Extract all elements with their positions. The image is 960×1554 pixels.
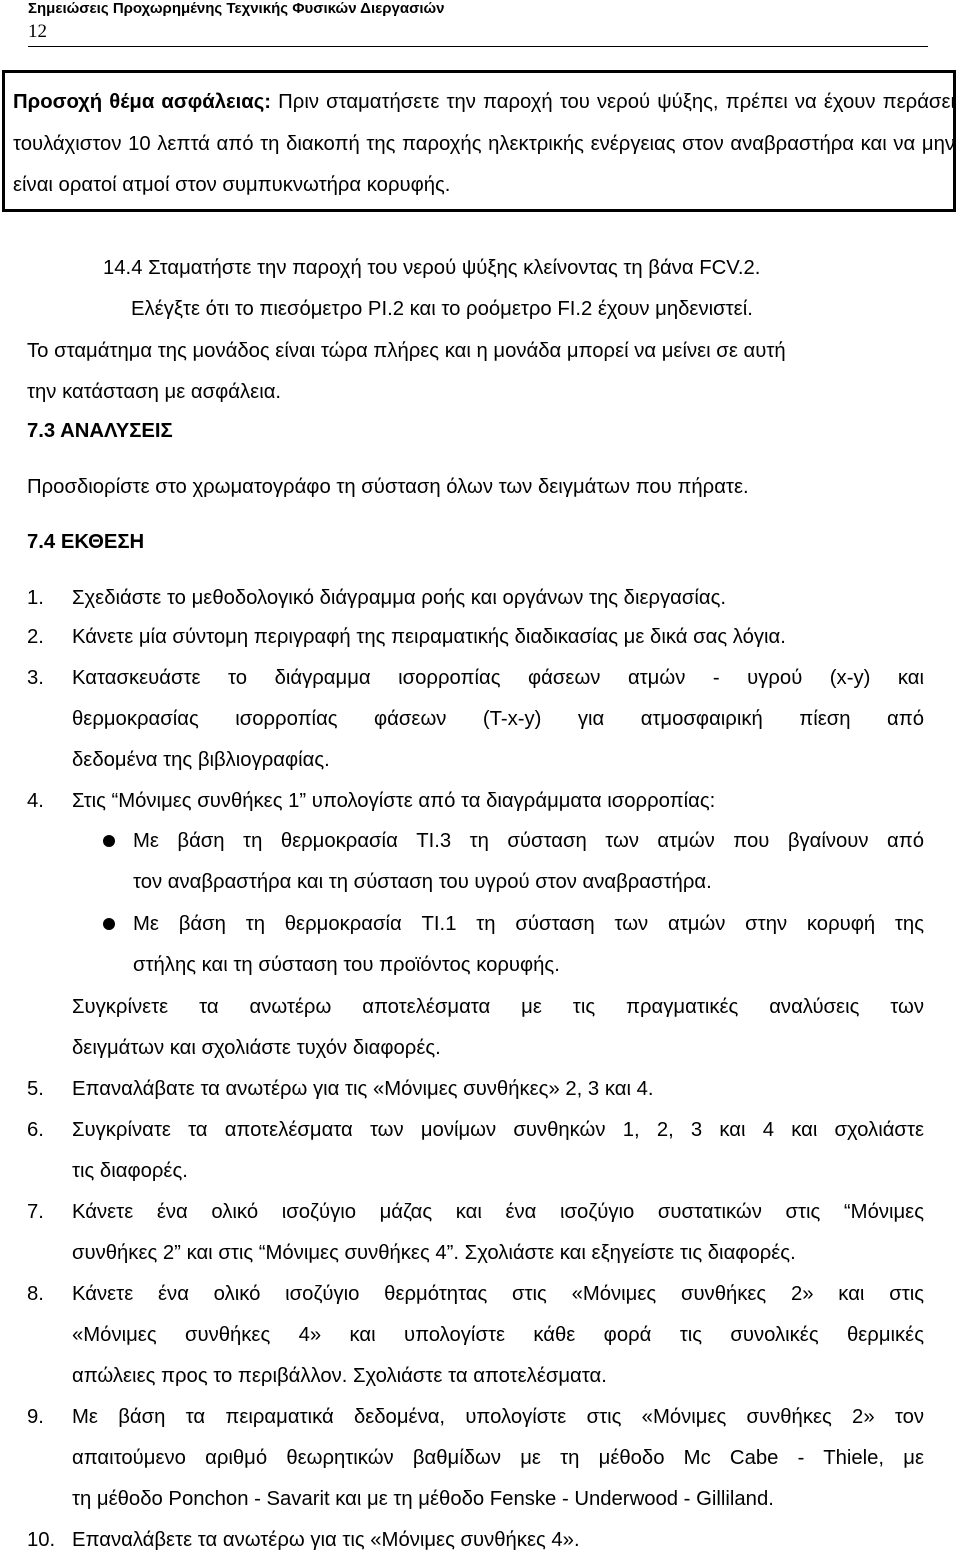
list-item-text: Επαναλάβατε τα ανωτέρω για τις «Μόνιμες συνθήκες» 2, 3 και 4. — [72, 1078, 654, 1100]
bullet-item-text: στήλης και τη σύσταση του προϊόντος κορυφής. — [133, 954, 560, 976]
list-item-number: 3. — [27, 667, 44, 689]
list-item-text: Κάνετε ένα ολικό ισοζύγιο θερμότητας στις «Μόνιμες συνθήκες 2» και στις — [72, 1283, 924, 1305]
list-item-text: Με βάση τα πειραματικά δεδομένα, υπολογίστε στις «Μόνιμες συνθήκες 2» τον — [72, 1406, 924, 1428]
step-14-4-line-1: 14.4 Σταματήστε την παροχή του νερού ψύξης κλείνοντας τη βάνα FCV.2. — [103, 257, 761, 279]
list-item-number: 7. — [27, 1201, 44, 1223]
bullet-icon — [103, 835, 115, 847]
section-7-4-heading: 7.4 ΕΚΘΕΣΗ — [27, 531, 145, 553]
list-item-text: τη μέθοδο Ponchon - Savarit και με τη μέθοδο Fenske - Underwood - Gilliland. — [72, 1488, 774, 1510]
shutdown-note-line-2: την κατάσταση με ασφάλεια. — [27, 381, 282, 403]
list-item-text: Επαναλάβετε τα ανωτέρω για τις «Μόνιμες συνθήκες 4». — [72, 1529, 580, 1551]
header-rule — [28, 46, 928, 47]
list-item-number: 9. — [27, 1406, 44, 1428]
list-item-text: «Μόνιμες συνθήκες 4» και υπολογίστε κάθε φορά τις συνολικές θερμικές — [72, 1324, 924, 1346]
safety-warning-body: Πριν σταματήσετε την παροχή του νερού ψύξης, πρέπει να έχουν περάσει τουλάχιστον 10 λεπτά από τη διακοπή της παροχής ηλεκτρικής ενέργειας στον αναβραστήρα και να μην είναι ορατοί ατμοί στον συμπυκνωτήρα κορυφής. — [13, 91, 955, 196]
list-item-number: 6. — [27, 1119, 44, 1141]
list-item-number: 5. — [27, 1078, 44, 1100]
safety-warning-label: Προσοχή θέμα ασφάλειας: — [13, 91, 272, 113]
list-item-number: 2. — [27, 626, 44, 648]
step-14-4-line-2: Ελέγξτε ότι το πιεσόμετρο PI.2 και το ροόμετρο FI.2 έχουν μηδενιστεί. — [131, 298, 753, 320]
list-item-text: τις διαφορές. — [72, 1160, 188, 1182]
list-item-text: απαιτούμενο αριθμό θεωρητικών βαθμίδων με τη μέθοδο Mc Cabe - Thiele, με — [72, 1447, 924, 1469]
list-item-text: Κατασκευάστε το διάγραμμα ισορροπίας φάσεων ατμών - υγρού (x-y) και — [72, 667, 924, 689]
list-item-number: 4. — [27, 790, 44, 812]
list-item-text: θερμοκρασίας ισορροπίας φάσεων (T-x-y) για ατμοσφαιρική πίεση από — [72, 708, 924, 730]
list-item-number: 8. — [27, 1283, 44, 1305]
section-7-3-text: Προσδιορίστε στο χρωματογράφο τη σύσταση όλων των δειγμάτων που πήρατε. — [27, 476, 749, 498]
list-item-number: 10. — [27, 1529, 56, 1551]
list-item-number: 1. — [27, 587, 44, 609]
list-item-text: Συγκρίνατε τα αποτελέσματα των μονίμων συνθηκών 1, 2, 3 και 4 και σχολιάστε — [72, 1119, 924, 1141]
list-item-text: Κάνετε ένα ολικό ισοζύγιο μάζας και ένα ισοζύγιο συστατικών στις “Μόνιμες — [72, 1201, 924, 1223]
bullet-icon — [103, 918, 115, 930]
bullet-item-text: τον αναβραστήρα και τη σύσταση του υγρού στον αναβραστήρα. — [133, 871, 712, 893]
list-item-text: απώλειες προς το περιβάλλον. Σχολιάστε τα αποτελέσματα. — [72, 1365, 607, 1387]
compare-paragraph-line: Συγκρίνετε τα ανωτέρω αποτελέσματα με τις πραγματικές αναλύσεις των — [72, 996, 924, 1018]
safety-warning-text — [13, 82, 955, 207]
shutdown-note-line-1: Το σταμάτημα της μονάδος είναι τώρα πλήρες και η μονάδα μπορεί να μείνει σε αυτή — [27, 340, 786, 362]
bullet-item-text: Με βάση τη θερμοκρασία TI.3 τη σύσταση των ατμών που βγαίνουν από — [133, 830, 924, 852]
bullet-item-text: Με βάση τη θερμοκρασία TI.1 τη σύσταση των ατμών στην κορυφή της — [133, 913, 924, 935]
compare-paragraph-line: δειγμάτων και σχολιάστε τυχόν διαφορές. — [72, 1037, 441, 1059]
section-7-3-heading: 7.3 ΑΝΑΛΥΣΕΙΣ — [27, 420, 173, 442]
list-item-text: Στις “Μόνιμες συνθήκες 1” υπολογίστε από τα διαγράμματα ισορροπίας: — [72, 790, 716, 812]
list-item-text: Σχεδιάστε το μεθοδολογικό διάγραμμα ροής και οργάνων της διεργασίας. — [72, 587, 727, 609]
safety-warning-box — [2, 70, 956, 212]
running-header-title: Σημειώσεις Προχωρημένης Τεχνικής Φυσικών Διεργασιών — [28, 0, 445, 17]
list-item-text: συνθήκες 2” και στις “Μόνιμες συνθήκες 4”. Σχολιάστε και εξηγείστε τις διαφορές. — [72, 1242, 796, 1264]
list-item-text: δεδομένα της βιβλιογραφίας. — [72, 749, 330, 771]
list-item-text: Κάνετε μία σύντομη περιγραφή της πειραματικής διαδικασίας με δικά σας λόγια. — [72, 626, 786, 648]
page-number: 12 — [28, 21, 47, 42]
